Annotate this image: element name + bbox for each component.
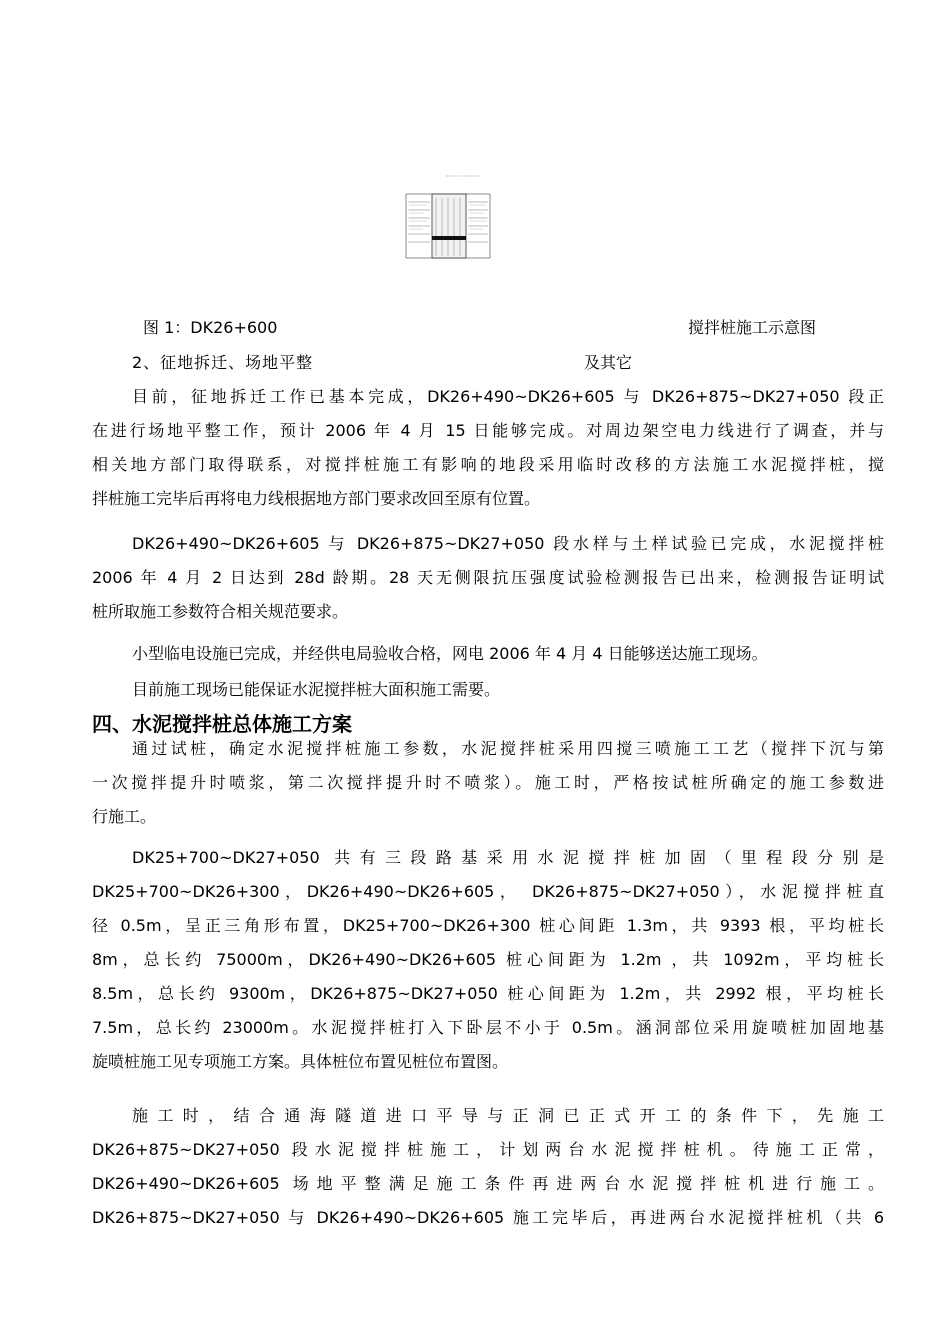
paragraph-line: DK26+875~DK27+050 与 DK26+490~DK26+605 施工完毕后，再进两台水泥搅拌桩机（共 6: [92, 1208, 884, 1227]
paragraph-line: 径 0.5m，呈正三角形布置，DK25+700~DK26+300 桩心间距 1.3m，共 9393 根，平均桩长: [92, 916, 884, 935]
paragraph-pile-layout: [92, 841, 884, 1079]
paragraph-line: 在进行场地平整工作，预计 2006 年 4 月 15 日能够完成。对周边架空电力线进行了调查，并与: [92, 421, 884, 440]
paragraph-line: 2006 年 4 月 2 日达到 28d 龄期。28 天无侧限抗压强度试验检测报告已出来，检测报告证明试: [92, 568, 884, 587]
paragraph-line: 通过试桩，确定水泥搅拌桩施工参数，水泥搅拌桩采用四搅三喷施工工艺（搅拌下沉与第: [132, 739, 884, 758]
paragraph-line: 桩所取施工参数符合相关规范要求。: [92, 602, 349, 621]
paragraph-line: 目前，征地拆迁工作已基本完成，DK26+490~DK26+605 与 DK26+875~DK27+050 段正: [132, 387, 884, 406]
paragraph-trial-piles: [92, 732, 884, 834]
paragraph-construction-sequence: [92, 1099, 884, 1235]
paragraph-line: DK25+700~DK26+300，DK26+490~DK26+605， DK26+875~DK27+050），水泥搅拌桩直: [92, 882, 884, 901]
paragraph-line: 8.5m，总长约 9300m，DK26+875~DK27+050 桩心间距为 1.2m，共 2992 根，平均桩长: [92, 984, 884, 1003]
figure-caption-label: 图 1：DK26+600: [143, 318, 278, 337]
paragraph-line: 8m，总长约 75000m，DK26+490~DK26+605 桩心间距为 1.2m ，共 1092m，平均桩长: [92, 950, 884, 969]
paragraph-line: DK26+875~DK27+050 段水泥搅拌桩施工，计划两台水泥搅拌桩机。待施工正常，: [92, 1140, 884, 1159]
pile-construction-diagram: [396, 172, 502, 262]
section-heading: 四、水泥搅拌桩总体施工方案: [92, 712, 352, 736]
paragraph-line: 7.5m，总长约 23000m。水泥搅拌桩打入下卧层不小于 0.5m。涵洞部位采用旋喷桩加固地基: [92, 1018, 884, 1037]
paragraph-line: 相关地方部门取得联系，对搅拌桩施工有影响的地段采用临时改移的方法施工水泥搅拌桩，搅: [92, 455, 884, 474]
paragraph-land-acquisition: [92, 380, 884, 516]
paragraph-line: 行施工。: [92, 807, 157, 826]
paragraph-line: 施工时，结合通海隧道进口平导与正洞已正式开工的条件下，先施工: [132, 1106, 884, 1125]
paragraph-line: 一次搅拌提升时喷浆，第二次搅拌提升时不喷浆）。施工时，严格按试桩所确定的施工参数进: [92, 773, 884, 792]
paragraph-line: 目前施工现场已能保证水泥搅拌桩大面积施工需要。: [132, 680, 501, 699]
paragraph-line: 旋喷桩施工见专项施工方案。具体桩位布置见桩位布置图。: [92, 1052, 509, 1071]
paragraph-line: 小型临电设施已完成，并经供电局验收合格，网电 2006 年 4 月 4 日能够送达施工现场。: [132, 644, 768, 663]
figure-caption-title: 搅拌桩施工示意图: [688, 318, 817, 337]
paragraph-line: DK26+490~DK26+605 与 DK26+875~DK27+050 段水样与土样试验已完成，水泥搅拌桩: [132, 534, 884, 553]
paragraph-power-supply: [92, 637, 884, 671]
paragraph-line: 拌桩施工完毕后再将电力线根据地方部门要求改回至原有位置。: [92, 489, 541, 508]
subsection-title-tail: 及其它: [584, 353, 633, 372]
subsection-title: 2、征地拆迁、场地平整: [132, 353, 314, 372]
paragraph-site-ready: [92, 673, 884, 707]
paragraph-line: DK26+490~DK26+605 场地平整满足施工条件再进两台水泥搅拌桩机进行施工。: [92, 1174, 884, 1193]
paragraph-line: DK25+700~DK27+050 共有三段路基采用水泥搅拌桩加固（里程段分别是: [132, 848, 884, 867]
paragraph-soil-tests: [92, 527, 884, 629]
